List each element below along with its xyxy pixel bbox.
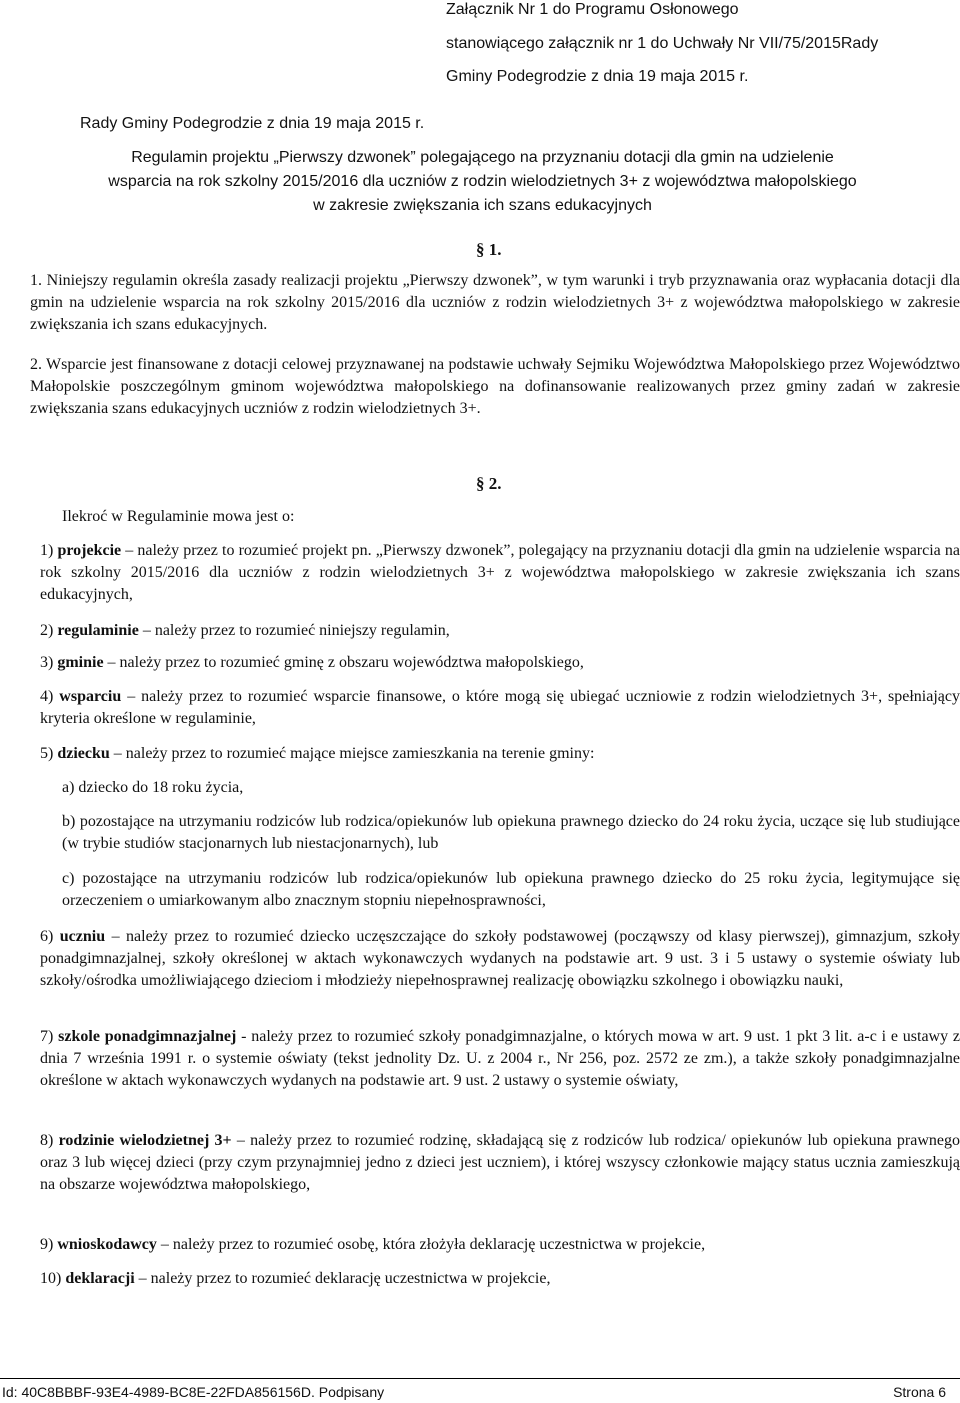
definition-term: wnioskodawcy	[57, 1236, 157, 1253]
definition-term: projekcie	[57, 542, 122, 559]
definition-subitem-a: a) dziecko do 18 roku życia,	[62, 779, 244, 796]
definition-item-2: 2) regulaminie – należy przez to rozumieć niniejszy regulamin,	[40, 622, 450, 639]
section-2-intro: Ilekroć w Regulaminie mowa jest o:	[62, 508, 295, 525]
definition-subitem-c: c) pozostające na utrzymaniu rodziców lub rodzica/opiekunów lub opiekuna prawnego dziecko do 25 roku życia, legitymujące się orzeczeniem o umiarkowanym albo znacznym stopniu niepełnosprawności,	[62, 870, 960, 909]
definition-term: gminie	[57, 654, 104, 671]
definition-term: szkole ponadgimnazjalnej	[58, 1028, 237, 1045]
section-1-heading: § 1.	[476, 240, 502, 259]
definition-item-4: 4) wsparciu – należy przez to rozumieć wsparcie finansowe, o które mogą się ubiegać uczniowie z rodzin wielodzietnych 3+, spełniający kryteria określone w regulaminie,	[40, 688, 960, 727]
header-line-2: stanowiącego załącznik nr 1 do Uchwały Nr VII/75/2015Rady	[446, 35, 879, 52]
header-line-3: Gminy Podegrodzie z dnia 19 maja 2015 r.	[446, 68, 749, 85]
definition-item-3: 3) gminie – należy przez to rozumieć gminę z obszaru województwa małopolskiego,	[40, 654, 584, 671]
definition-item-6: 6) uczniu – należy przez to rozumieć dziecko uczęszczające do szkoły podstawowej (począwszy od klasy pierwszej), gimnazjum, szkoły ponadgimnazjalnej, szkoły określonej w aktach wykonawczych wydanych na podstawie art. 9 ust. 3 i 5 ustawy o systemie oświaty lub szkoły/ośrodka umożliwiającego dzieciom i młodzieży niepełnosprawnej realizację obowiązku szkolnego i obowiązku nauki,	[40, 928, 960, 989]
footer-divider	[0, 1378, 960, 1379]
definition-item-9: 9) wnioskodawcy – należy przez to rozumieć osobę, która złożyła deklarację uczestnictwa w projekcie,	[40, 1236, 706, 1253]
section-1-paragraph-2: 2. Wsparcie jest finansowane z dotacji celowej przyznawanej na podstawie uchwały Sejmiku Województwa Małopolskiego przez Województwo Małopolskie poszczególnym gminom województwa małopolskiego na dofinansowanie realizowanych przez gminy zadań w zakresie zwiększania szans edukacyjnych uczniów z rodzin wielodzietnych 3+.	[30, 356, 960, 417]
definition-item-8: 8) rodzinie wielodzietnej 3+ – należy przez to rozumieć rodzinę, składającą się z rodziców lub rodzica/ opiekunów lub opiekuna prawnego oraz 3 lub więcej dzieci (przy czym przynajmniej jedno z dzieci jest uczniem), i której wszyscy członkowie mający status ucznia zamieszkują na obszarze województwa małopolskiego,	[40, 1132, 960, 1193]
definition-term: wsparciu	[59, 688, 122, 705]
definition-item-5: 5) dziecku – należy przez to rozumieć mające miejsce zamieszkania na terenie gminy:	[40, 745, 595, 762]
section-1-paragraph-1: 1. Niniejszy regulamin określa zasady realizacji projektu „Pierwszy dzwonek”, w tym warunki i tryb przyznawania oraz wypłacania dotacji dla gmin na udzielenie wsparcia na rok szkolny 2015/2016 dla uczniów z rodzin wielodzietnych 3+ z województwa małopolskiego w zakresie zwiększania ich szans edukacyjnych.	[30, 272, 960, 333]
definition-term: dziecku	[57, 745, 110, 762]
definition-item-1: 1) projekcie – należy przez to rozumieć projekt pn. „Pierwszy dzwonek”, polegający na przyznaniu dotacji dla gmin na udzielenie wsparcia na rok szkolny 2015/2016 dla uczniów z rodzin wielodzietnych 3+ z województwa małopolskiego w zakresie zwiększania ich szans edukacyjnych,	[40, 542, 960, 603]
document-title-line-3: w zakresie zwiększania ich szans edukacyjnych	[313, 197, 652, 214]
definition-term: uczniu	[59, 928, 106, 945]
definition-term: regulaminie	[57, 622, 139, 639]
definition-term: deklaracji	[65, 1270, 135, 1287]
document-title-line-2: wsparcia na rok szkolny 2015/2016 dla uczniów z rodzin wielodzietnych 3+ z województwa małopolskiego	[108, 173, 857, 190]
footer-page-number: Strona 6	[893, 1384, 946, 1400]
header-line-1: Załącznik Nr 1 do Programu Osłonowego	[446, 1, 739, 18]
document-title-line-1: Regulamin projektu „Pierwszy dzwonek” polegającego na przyznaniu dotacji dla gmin na udzielenie	[131, 149, 834, 166]
definition-subitem-b: b) pozostające na utrzymaniu rodziców lub rodzica/opiekunów lub opiekuna prawnego dziecko do 24 roku życia, uczące się lub studiujące (w trybie studiów stacjonarnych lub niestacjonarnych), lub	[62, 813, 960, 852]
definition-item-7: 7) szkole ponadgimnazjalnej - należy przez to rozumieć szkoły ponadgimnazjalne, o których mowa w art. 9 ust. 1 pkt 3 lit. a-c i e ustawy z dnia 7 września 1991 r. o systemie oświaty (tekst jednolity Dz. U. z 2004 r., Nr 256, poz. 2572 ze zm.), a także szkoły ponadgimnazjalne określone w aktach wykonawczych wydanych na podstawie art. 9 ust. 2 ustawy o systemie oświaty,	[40, 1028, 960, 1089]
header-left-line: Rady Gminy Podegrodzie z dnia 19 maja 2015 r.	[80, 115, 425, 132]
footer-document-id: Id: 40C8BBBF-93E4-4989-BC8E-22FDA856156D. Podpisany	[2, 1384, 385, 1400]
definition-item-10: 10) deklaracji – należy przez to rozumieć deklarację uczestnictwa w projekcie,	[40, 1270, 551, 1287]
section-2-heading: § 2.	[476, 474, 502, 493]
definition-term: rodzinie wielodzietnej 3+	[58, 1132, 232, 1149]
